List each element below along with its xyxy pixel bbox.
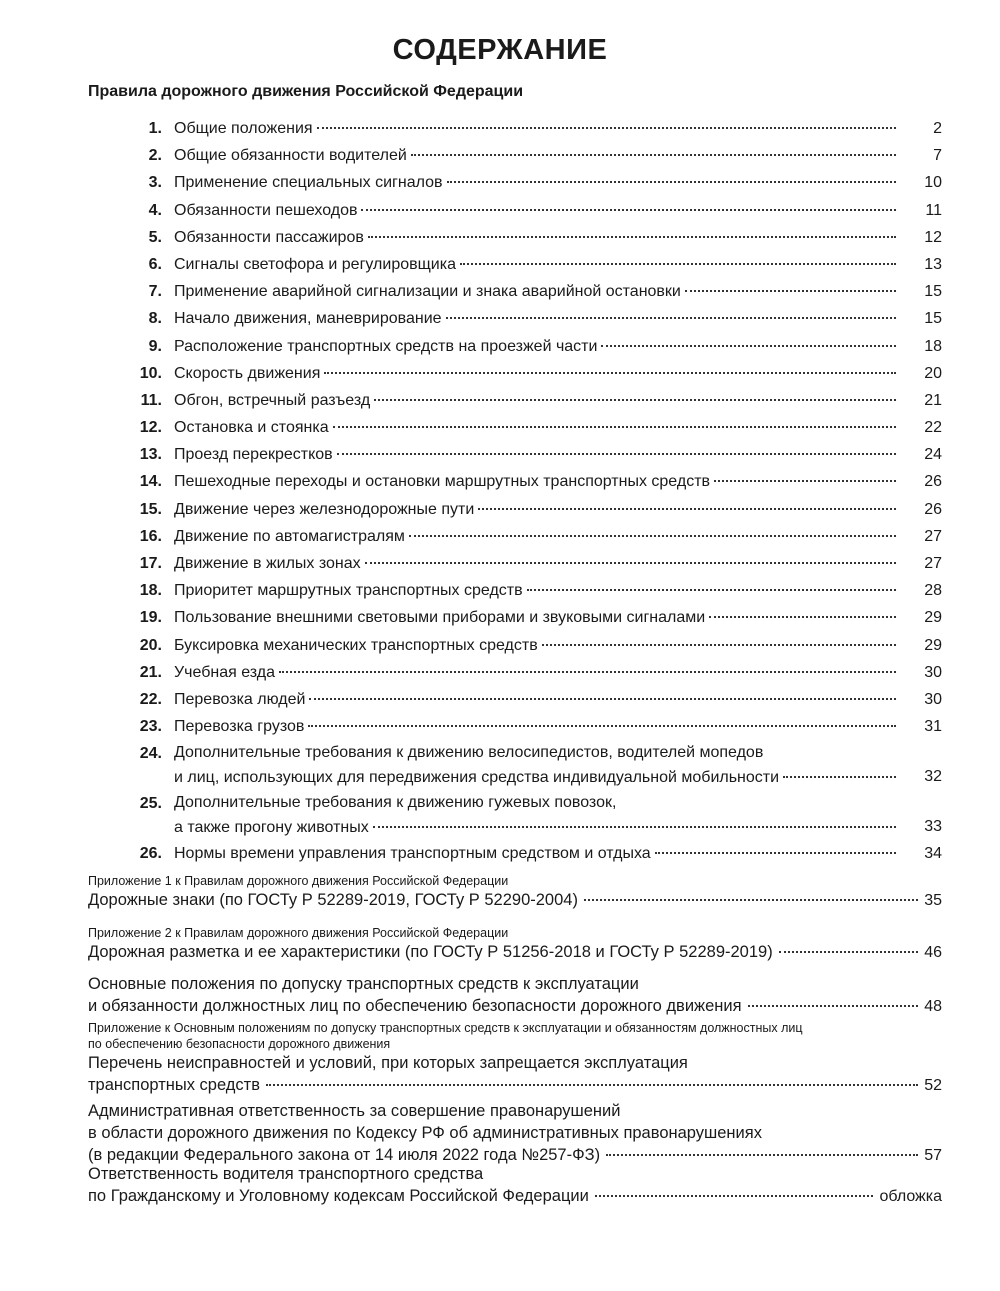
appendix-title-line: Ответственность водителя транспортного средства [88, 1165, 484, 1183]
section-number: 13. [139, 446, 162, 464]
section-body [174, 441, 900, 468]
page-number: 22 [924, 419, 942, 437]
leader-line [174, 686, 900, 713]
dot-leader [446, 317, 896, 319]
toc-row[interactable] [0, 142, 1000, 169]
dot-leader [655, 852, 896, 854]
malfunctions-list-entry[interactable] [88, 1020, 942, 1097]
dot-leader [333, 426, 896, 428]
leader-line [174, 713, 900, 740]
dot-leader [714, 480, 896, 482]
section-number: 2. [148, 147, 162, 165]
section-body [174, 577, 900, 604]
dot-leader [411, 154, 896, 156]
page-number: 35 [924, 892, 942, 909]
dot-leader [748, 1005, 919, 1007]
appendix-title-line: Дорожные знаки (по ГОСТу Р 52289-2019, ГОСТу Р 52290-2004) [88, 891, 578, 909]
leader-line [174, 840, 900, 867]
page-number: 27 [924, 555, 942, 572]
leader-line [88, 941, 942, 964]
section-title-text: Применение специальных сигналов [174, 174, 443, 192]
leader-line [174, 197, 900, 224]
page-number: 48 [924, 998, 942, 1015]
section-title-text: Приоритет маршрутных транспортных средств [174, 582, 523, 600]
page-number: 57 [924, 1147, 942, 1164]
leader-line [174, 169, 900, 196]
section-number: 3. [148, 174, 162, 192]
dot-leader [606, 1154, 918, 1156]
administrative-liability-entry[interactable] [88, 1100, 942, 1167]
page-number: 33 [924, 818, 942, 836]
section-body [174, 686, 900, 713]
appendix-title-line: Основные положения по допуску транспортных средств к эксплуатации [88, 975, 639, 993]
leader-line [174, 764, 900, 791]
leader-line [174, 414, 900, 441]
section-number: 10. [139, 364, 162, 382]
toc-row[interactable] [0, 333, 1000, 360]
leader-line [88, 995, 942, 1018]
section-number: 4. [148, 201, 162, 219]
toc-row[interactable] [0, 659, 1000, 686]
section-body [174, 305, 900, 332]
leader-line [174, 814, 900, 841]
dot-leader [279, 671, 896, 673]
page-number: 31 [924, 718, 942, 736]
dot-leader [365, 562, 896, 564]
dot-leader [266, 1084, 918, 1086]
section-body [174, 790, 900, 841]
appendix-note: Приложение к Основным положениям по допуску транспортных средств к эксплуатации и обязанностям должностных лиц [88, 1021, 803, 1035]
toc-row[interactable] [0, 387, 1000, 414]
toc-row[interactable] [0, 197, 1000, 224]
page-number: 10 [924, 174, 942, 192]
section-title-text: Учебная езда [174, 663, 275, 681]
section-title: Правила дорожного движения Российской Федерации [88, 83, 524, 100]
dot-leader [324, 372, 896, 374]
toc-row[interactable] [0, 604, 1000, 631]
toc-row[interactable] [0, 305, 1000, 332]
leader-line [174, 387, 900, 414]
section-number: 17. [139, 555, 162, 572]
section-title-text: и лиц, использующих для передвижения средства индивидуальной мобильности [174, 769, 780, 787]
section-number: 15. [139, 500, 162, 518]
dot-leader [368, 236, 896, 238]
section-title-text: Пешеходные переходы и остановки маршрутных транспортных средств [174, 473, 711, 491]
section-body [174, 197, 900, 224]
appendix-title-line: и обязанности должностных лиц по обеспечению безопасности дорожного движения [88, 997, 742, 1015]
dot-leader [309, 698, 896, 700]
section-number: 22. [139, 690, 162, 708]
section-number: 26. [139, 845, 162, 863]
civil-criminal-liability-entry[interactable] [88, 1163, 942, 1208]
toc-row[interactable] [0, 414, 1000, 441]
page-number: 13 [924, 255, 942, 273]
section-body [174, 550, 900, 577]
dot-leader [478, 508, 896, 510]
appendix-title-line: Административная ответственность за совершение правонарушений [88, 1102, 621, 1120]
section-number: 23. [139, 718, 162, 736]
page-number: 26 [924, 473, 942, 491]
dot-leader [685, 290, 896, 292]
page-number: 30 [924, 663, 942, 681]
dot-leader [709, 616, 896, 618]
section-number: 20. [139, 636, 162, 654]
page-number: 52 [924, 1077, 942, 1094]
appendix-note: по обеспечению безопасности дорожного движения [88, 1037, 391, 1051]
appendix-title-line: по Гражданскому и Уголовному кодексам Российской Федерации [88, 1187, 589, 1205]
appendix-title-line: Дорожная разметка и ее характеристики (по ГОСТу Р 51256-2018 и ГОСТу Р 52289-2019) [88, 943, 773, 961]
section-number: 1. [148, 120, 162, 137]
section-title-text: Движение через железнодорожные пути [174, 500, 475, 518]
dot-leader [373, 826, 896, 828]
section-title-text: Движение в жилых зонах [174, 555, 361, 572]
toc-row[interactable] [0, 278, 1000, 305]
leader-line [174, 333, 900, 360]
toc-row[interactable] [0, 169, 1000, 196]
section-body [174, 659, 900, 686]
section-title-text: Обязанности пешеходов [174, 201, 358, 219]
leader-line [174, 251, 900, 278]
dot-leader [460, 263, 896, 265]
section-title-text: Движение по автомагистралям [174, 527, 405, 545]
section-title-text: Перевозка людей [174, 690, 306, 708]
page-number: 24 [924, 446, 942, 464]
section-title-line: Дополнительные требования к движению гужевых повозок, [174, 794, 617, 812]
leader-line [174, 278, 900, 305]
section-title-text: Сигналы светофора и регулировщика [174, 255, 456, 273]
section-title-text: Пользование внешними световыми приборами и звуковыми сигналами [174, 609, 706, 627]
section-title-text: Нормы времени управления транспортным средством и отдыха [174, 845, 651, 863]
page-number: 15 [924, 310, 942, 328]
toc-row[interactable] [0, 632, 1000, 659]
page-number: 27 [924, 527, 942, 545]
page-number: 26 [924, 500, 942, 518]
page-number: 12 [924, 228, 942, 246]
section-number: 25. [139, 795, 162, 813]
section-number: 16. [139, 527, 162, 545]
section-title-text: Начало движения, маневрирование [174, 310, 442, 328]
section-body [174, 142, 900, 169]
leader-line [174, 360, 900, 387]
section-number: 7. [148, 283, 162, 301]
toc-row[interactable] [0, 740, 1000, 790]
section-number: 19. [139, 609, 162, 627]
toc-row[interactable] [0, 251, 1000, 278]
leader-line [88, 1074, 942, 1097]
section-body [174, 523, 900, 550]
leader-line [174, 305, 900, 332]
section-body [174, 360, 900, 387]
section-number: 9. [148, 337, 162, 355]
toc-row[interactable] [0, 224, 1000, 251]
page-number: 21 [924, 391, 942, 409]
page-number: 46 [924, 944, 942, 961]
page-number: обложка [879, 1188, 942, 1205]
section-body [174, 278, 900, 305]
page-number: 32 [924, 768, 942, 786]
appendix-1-entry[interactable] [88, 873, 942, 912]
section-title-text: Остановка и стоянка [174, 419, 329, 437]
dot-leader [783, 776, 896, 778]
section-number: 11. [140, 391, 162, 409]
leader-line [174, 441, 900, 468]
section-title-line: Дополнительные требования к движению велосипедистов, водителей мопедов [174, 744, 764, 762]
section-number: 24. [139, 745, 162, 763]
section-body [174, 740, 900, 791]
section-body [174, 840, 900, 867]
toc-row[interactable] [0, 713, 1000, 740]
section-title-text: а также прогону животных [174, 819, 369, 837]
section-number: 5. [148, 228, 162, 246]
appendix-note: Приложение 1 к Правилам дорожного движения Российской Федерации [88, 874, 509, 888]
dot-leader [447, 181, 896, 183]
leader-line [174, 523, 900, 550]
dot-leader [361, 209, 896, 211]
page-number: 15 [924, 283, 942, 301]
toc-row[interactable] [0, 550, 1000, 577]
leader-line [88, 1185, 942, 1208]
appendix-title-line: (в редакции Федерального закона от 14 июля 2022 года №257-ФЗ) [88, 1146, 601, 1164]
section-body [174, 169, 900, 196]
section-title-text: Применение аварийной сигнализации и знака аварийной остановки [174, 283, 681, 301]
dot-leader [317, 127, 896, 129]
dot-leader [337, 453, 896, 455]
page-number: 20 [924, 364, 942, 382]
leader-line [174, 632, 900, 659]
page-title: СОДЕРЖАНИЕ [392, 34, 608, 66]
dot-leader [527, 589, 896, 591]
dot-leader [584, 899, 918, 901]
section-title-text: Общие положения [174, 120, 313, 137]
section-number: 18. [139, 582, 162, 600]
page-number: 18 [924, 337, 942, 355]
section-title-text: Общие обязанности водителей [174, 147, 407, 165]
toc-row[interactable] [0, 790, 1000, 840]
leader-line [174, 604, 900, 631]
section-number: 12. [139, 419, 162, 437]
toc-row[interactable] [0, 577, 1000, 604]
dot-leader [601, 345, 896, 347]
appendix-title-line: транспортных средств [88, 1076, 261, 1094]
toc-row[interactable] [0, 468, 1000, 495]
leader-line [174, 115, 900, 142]
leader-line [174, 142, 900, 169]
appendix-note: Приложение 2 к Правилам дорожного движения Российской Федерации [88, 926, 509, 940]
leader-line [174, 496, 900, 523]
section-title-text: Проезд перекрестков [174, 446, 333, 464]
dot-leader [595, 1195, 874, 1197]
appendix-title-line: в области дорожного движения по Кодексу РФ об административных правонарушениях [88, 1124, 762, 1142]
section-body [174, 333, 900, 360]
section-title-text: Расположение транспортных средств на проезжей части [174, 337, 598, 355]
section-body [174, 224, 900, 251]
toc-row[interactable] [0, 360, 1000, 387]
section-title-text: Буксировка механических транспортных средств [174, 636, 538, 654]
leader-line [174, 224, 900, 251]
page-number: 29 [924, 636, 942, 654]
leader-line [174, 468, 900, 495]
section-number: 8. [148, 310, 162, 328]
section-number: 14. [139, 473, 162, 491]
section-number: 6. [148, 255, 162, 273]
leader-line [174, 577, 900, 604]
toc-row[interactable] [0, 441, 1000, 468]
dot-leader [374, 399, 896, 401]
section-title-text: Обязанности пассажиров [174, 228, 364, 246]
toc-row[interactable] [0, 115, 1000, 142]
appendix-title-line: Перечень неисправностей и условий, при которых запрещается эксплуатация [88, 1054, 688, 1072]
page-number: 30 [924, 690, 942, 708]
section-body [174, 604, 900, 631]
appendix-2-entry[interactable] [88, 925, 942, 964]
dot-leader [779, 951, 919, 953]
section-body [174, 713, 900, 740]
dot-leader [409, 535, 896, 537]
section-body [174, 115, 900, 142]
page-number: 2 [933, 120, 942, 137]
section-title-text: Перевозка грузов [174, 718, 305, 736]
leader-line [174, 550, 900, 577]
toc-row[interactable] [0, 523, 1000, 550]
toc-row[interactable] [0, 686, 1000, 713]
page-number: 34 [924, 845, 942, 863]
toc-row[interactable] [0, 496, 1000, 523]
section-title-text: Скорость движения [174, 364, 321, 382]
rules-list [0, 115, 1000, 868]
toc-row[interactable] [0, 840, 1000, 867]
section-body [174, 251, 900, 278]
dot-leader [308, 725, 896, 727]
section-body [174, 468, 900, 495]
dot-leader [542, 644, 896, 646]
section-body [174, 496, 900, 523]
section-body [174, 387, 900, 414]
admission-rules-entry[interactable] [88, 973, 942, 1018]
section-body [174, 632, 900, 659]
leader-line [88, 889, 942, 912]
page-number: 11 [925, 201, 942, 219]
section-number: 21. [139, 663, 162, 681]
page-number: 7 [933, 147, 942, 165]
leader-line [174, 659, 900, 686]
section-title-text: Обгон, встречный разъезд [174, 391, 371, 409]
page-number: 29 [924, 609, 942, 627]
section-body [174, 414, 900, 441]
page-number: 28 [924, 582, 942, 600]
